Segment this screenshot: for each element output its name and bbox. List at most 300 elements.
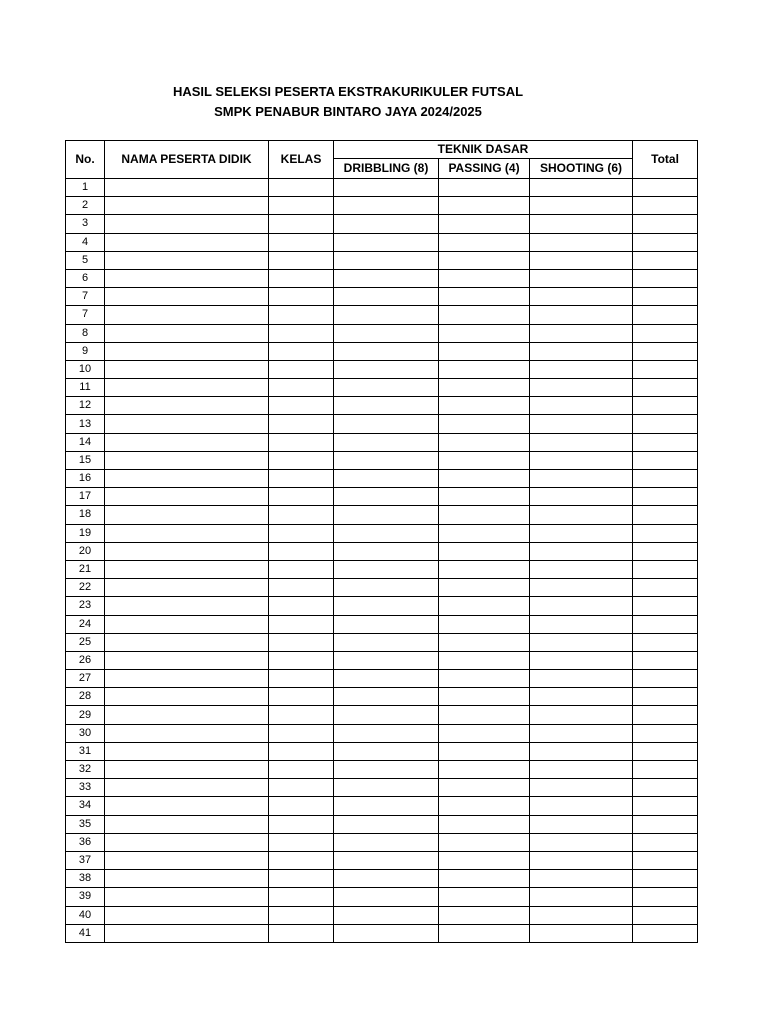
cell-total[interactable]	[633, 851, 698, 869]
cell-dribbling[interactable]	[334, 706, 439, 724]
cell-nama[interactable]	[105, 833, 269, 851]
cell-total[interactable]	[633, 797, 698, 815]
cell-nama[interactable]	[105, 615, 269, 633]
cell-kelas[interactable]	[269, 633, 334, 651]
cell-dribbling[interactable]	[334, 924, 439, 942]
cell-passing[interactable]	[439, 651, 530, 669]
cell-nama[interactable]	[105, 360, 269, 378]
table-row	[66, 615, 698, 633]
cell-kelas[interactable]	[269, 179, 334, 197]
cell-dribbling[interactable]	[334, 724, 439, 742]
cell-shooting[interactable]	[530, 888, 633, 906]
cell-passing[interactable]	[439, 742, 530, 760]
cell-nama[interactable]	[105, 542, 269, 560]
cell-kelas[interactable]	[269, 542, 334, 560]
cell-shooting[interactable]	[530, 197, 633, 215]
cell-kelas[interactable]	[269, 506, 334, 524]
cell-passing[interactable]	[439, 488, 530, 506]
cell-total[interactable]	[633, 906, 698, 924]
cell-passing[interactable]	[439, 233, 530, 251]
header-passing: PASSING (4)	[439, 159, 530, 179]
cell-dribbling[interactable]	[334, 597, 439, 615]
table-row	[66, 633, 698, 651]
table-row	[66, 560, 698, 578]
cell-nama[interactable]	[105, 506, 269, 524]
cell-kelas[interactable]	[269, 706, 334, 724]
cell-kelas[interactable]	[269, 324, 334, 342]
cell-passing[interactable]	[439, 797, 530, 815]
cell-shooting[interactable]	[530, 615, 633, 633]
table-row	[66, 742, 698, 760]
table-row	[66, 815, 698, 833]
cell-dribbling[interactable]	[334, 888, 439, 906]
cell-passing[interactable]	[439, 360, 530, 378]
cell-kelas[interactable]	[269, 888, 334, 906]
row-number: 18	[66, 506, 105, 524]
cell-nama[interactable]	[105, 906, 269, 924]
cell-kelas[interactable]	[269, 688, 334, 706]
cell-kelas[interactable]	[269, 269, 334, 287]
cell-kelas[interactable]	[269, 742, 334, 760]
cell-kelas[interactable]	[269, 488, 334, 506]
cell-total[interactable]	[633, 924, 698, 942]
row-number: 5	[66, 251, 105, 269]
table-row	[66, 397, 698, 415]
cell-kelas[interactable]	[269, 306, 334, 324]
cell-nama[interactable]	[105, 670, 269, 688]
cell-dribbling[interactable]	[334, 306, 439, 324]
cell-dribbling[interactable]	[334, 488, 439, 506]
cell-dribbling[interactable]	[334, 179, 439, 197]
cell-dribbling[interactable]	[334, 215, 439, 233]
row-number: 1	[66, 179, 105, 197]
cell-shooting[interactable]	[530, 542, 633, 560]
cell-total[interactable]	[633, 706, 698, 724]
cell-shooting[interactable]	[530, 815, 633, 833]
cell-kelas[interactable]	[269, 615, 334, 633]
cell-shooting[interactable]	[530, 670, 633, 688]
cell-nama[interactable]	[105, 651, 269, 669]
cell-shooting[interactable]	[530, 488, 633, 506]
cell-shooting[interactable]	[530, 579, 633, 597]
cell-dribbling[interactable]	[334, 506, 439, 524]
cell-passing[interactable]	[439, 288, 530, 306]
cell-nama[interactable]	[105, 470, 269, 488]
cell-total[interactable]	[633, 833, 698, 851]
cell-kelas[interactable]	[269, 651, 334, 669]
table-row	[66, 215, 698, 233]
cell-dribbling[interactable]	[334, 742, 439, 760]
cell-shooting[interactable]	[530, 324, 633, 342]
cell-nama[interactable]	[105, 870, 269, 888]
cell-dribbling[interactable]	[334, 251, 439, 269]
cell-total[interactable]	[633, 251, 698, 269]
cell-total[interactable]	[633, 597, 698, 615]
cell-kelas[interactable]	[269, 870, 334, 888]
cell-dribbling[interactable]	[334, 288, 439, 306]
row-number: 3	[66, 215, 105, 233]
cell-passing[interactable]	[439, 179, 530, 197]
cell-nama[interactable]	[105, 815, 269, 833]
cell-kelas[interactable]	[269, 579, 334, 597]
cell-shooting[interactable]	[530, 560, 633, 578]
cell-nama[interactable]	[105, 924, 269, 942]
row-number: 23	[66, 597, 105, 615]
cell-shooting[interactable]	[530, 633, 633, 651]
row-number: 16	[66, 470, 105, 488]
cell-shooting[interactable]	[530, 924, 633, 942]
cell-nama[interactable]	[105, 797, 269, 815]
table-row	[66, 761, 698, 779]
cell-shooting[interactable]	[530, 342, 633, 360]
row-number: 39	[66, 888, 105, 906]
row-number: 38	[66, 870, 105, 888]
cell-nama[interactable]	[105, 288, 269, 306]
cell-total[interactable]	[633, 179, 698, 197]
cell-passing[interactable]	[439, 269, 530, 287]
cell-kelas[interactable]	[269, 288, 334, 306]
cell-dribbling[interactable]	[334, 833, 439, 851]
cell-kelas[interactable]	[269, 379, 334, 397]
cell-total[interactable]	[633, 288, 698, 306]
cell-shooting[interactable]	[530, 524, 633, 542]
cell-passing[interactable]	[439, 524, 530, 542]
table-row	[66, 924, 698, 942]
cell-total[interactable]	[633, 615, 698, 633]
cell-nama[interactable]	[105, 579, 269, 597]
row-number: 34	[66, 797, 105, 815]
cell-kelas[interactable]	[269, 906, 334, 924]
cell-shooting[interactable]	[530, 415, 633, 433]
cell-dribbling[interactable]	[334, 542, 439, 560]
cell-nama[interactable]	[105, 324, 269, 342]
cell-shooting[interactable]	[530, 906, 633, 924]
cell-nama[interactable]	[105, 233, 269, 251]
cell-total[interactable]	[633, 342, 698, 360]
header-nama-peserta: NAMA PESERTA DIDIK	[105, 141, 269, 179]
cell-shooting[interactable]	[530, 470, 633, 488]
cell-kelas[interactable]	[269, 470, 334, 488]
cell-passing[interactable]	[439, 724, 530, 742]
cell-total[interactable]	[633, 415, 698, 433]
cell-nama[interactable]	[105, 706, 269, 724]
cell-passing[interactable]	[439, 579, 530, 597]
table-row	[66, 724, 698, 742]
row-number: 8	[66, 324, 105, 342]
cell-passing[interactable]	[439, 506, 530, 524]
cell-shooting[interactable]	[530, 215, 633, 233]
cell-dribbling[interactable]	[334, 233, 439, 251]
cell-dribbling[interactable]	[334, 851, 439, 869]
cell-nama[interactable]	[105, 251, 269, 269]
table-row	[66, 360, 698, 378]
cell-nama[interactable]	[105, 397, 269, 415]
cell-total[interactable]	[633, 215, 698, 233]
cell-dribbling[interactable]	[334, 379, 439, 397]
table-row	[66, 269, 698, 287]
cell-nama[interactable]	[105, 779, 269, 797]
cell-shooting[interactable]	[530, 306, 633, 324]
table-row	[66, 342, 698, 360]
cell-dribbling[interactable]	[334, 433, 439, 451]
cell-passing[interactable]	[439, 433, 530, 451]
cell-passing[interactable]	[439, 615, 530, 633]
table-row	[66, 579, 698, 597]
cell-total[interactable]	[633, 888, 698, 906]
cell-kelas[interactable]	[269, 251, 334, 269]
cell-dribbling[interactable]	[334, 579, 439, 597]
cell-shooting[interactable]	[530, 379, 633, 397]
cell-kelas[interactable]	[269, 797, 334, 815]
cell-dribbling[interactable]	[334, 651, 439, 669]
cell-passing[interactable]	[439, 470, 530, 488]
cell-kelas[interactable]	[269, 233, 334, 251]
cell-dribbling[interactable]	[334, 815, 439, 833]
cell-dribbling[interactable]	[334, 633, 439, 651]
cell-dribbling[interactable]	[334, 906, 439, 924]
cell-shooting[interactable]	[530, 451, 633, 469]
cell-passing[interactable]	[439, 397, 530, 415]
cell-total[interactable]	[633, 470, 698, 488]
cell-passing[interactable]	[439, 251, 530, 269]
cell-nama[interactable]	[105, 451, 269, 469]
cell-dribbling[interactable]	[334, 360, 439, 378]
cell-passing[interactable]	[439, 924, 530, 942]
cell-nama[interactable]	[105, 560, 269, 578]
cell-total[interactable]	[633, 651, 698, 669]
header-total: Total	[633, 141, 698, 179]
document-subtitle: SMPK PENABUR BINTARO JAYA 2024/2025	[214, 104, 482, 119]
cell-dribbling[interactable]	[334, 415, 439, 433]
table-row	[66, 488, 698, 506]
cell-passing[interactable]	[439, 342, 530, 360]
cell-nama[interactable]	[105, 415, 269, 433]
cell-dribbling[interactable]	[334, 870, 439, 888]
cell-nama[interactable]	[105, 851, 269, 869]
cell-kelas[interactable]	[269, 415, 334, 433]
cell-nama[interactable]	[105, 379, 269, 397]
cell-shooting[interactable]	[530, 597, 633, 615]
cell-dribbling[interactable]	[334, 688, 439, 706]
cell-shooting[interactable]	[530, 269, 633, 287]
cell-total[interactable]	[633, 324, 698, 342]
cell-shooting[interactable]	[530, 724, 633, 742]
cell-total[interactable]	[633, 233, 698, 251]
cell-dribbling[interactable]	[334, 524, 439, 542]
table-row	[66, 433, 698, 451]
cell-total[interactable]	[633, 360, 698, 378]
cell-nama[interactable]	[105, 488, 269, 506]
cell-nama[interactable]	[105, 633, 269, 651]
table-row	[66, 415, 698, 433]
cell-kelas[interactable]	[269, 924, 334, 942]
cell-shooting[interactable]	[530, 506, 633, 524]
cell-passing[interactable]	[439, 688, 530, 706]
cell-kelas[interactable]	[269, 433, 334, 451]
cell-total[interactable]	[633, 870, 698, 888]
row-number: 15	[66, 451, 105, 469]
cell-nama[interactable]	[105, 688, 269, 706]
cell-kelas[interactable]	[269, 342, 334, 360]
cell-shooting[interactable]	[530, 779, 633, 797]
cell-nama[interactable]	[105, 597, 269, 615]
cell-shooting[interactable]	[530, 761, 633, 779]
cell-kelas[interactable]	[269, 833, 334, 851]
cell-passing[interactable]	[439, 306, 530, 324]
table-row	[66, 197, 698, 215]
table-row	[66, 906, 698, 924]
cell-shooting[interactable]	[530, 833, 633, 851]
cell-shooting[interactable]	[530, 433, 633, 451]
cell-total[interactable]	[633, 688, 698, 706]
cell-passing[interactable]	[439, 215, 530, 233]
cell-passing[interactable]	[439, 670, 530, 688]
cell-dribbling[interactable]	[334, 779, 439, 797]
cell-kelas[interactable]	[269, 597, 334, 615]
row-number: 41	[66, 924, 105, 942]
cell-shooting[interactable]	[530, 870, 633, 888]
cell-kelas[interactable]	[269, 215, 334, 233]
cell-kelas[interactable]	[269, 397, 334, 415]
cell-total[interactable]	[633, 724, 698, 742]
cell-passing[interactable]	[439, 815, 530, 833]
cell-kelas[interactable]	[269, 451, 334, 469]
cell-total[interactable]	[633, 524, 698, 542]
cell-total[interactable]	[633, 269, 698, 287]
cell-nama[interactable]	[105, 724, 269, 742]
cell-nama[interactable]	[105, 269, 269, 287]
cell-shooting[interactable]	[530, 251, 633, 269]
row-number: 32	[66, 761, 105, 779]
cell-kelas[interactable]	[269, 779, 334, 797]
cell-dribbling[interactable]	[334, 269, 439, 287]
cell-total[interactable]	[633, 379, 698, 397]
cell-passing[interactable]	[439, 324, 530, 342]
cell-nama[interactable]	[105, 433, 269, 451]
cell-shooting[interactable]	[530, 688, 633, 706]
cell-dribbling[interactable]	[334, 470, 439, 488]
cell-dribbling[interactable]	[334, 761, 439, 779]
cell-shooting[interactable]	[530, 706, 633, 724]
cell-shooting[interactable]	[530, 742, 633, 760]
cell-dribbling[interactable]	[334, 615, 439, 633]
table-row	[66, 888, 698, 906]
cell-passing[interactable]	[439, 451, 530, 469]
cell-total[interactable]	[633, 633, 698, 651]
row-number: 20	[66, 542, 105, 560]
cell-dribbling[interactable]	[334, 324, 439, 342]
cell-kelas[interactable]	[269, 524, 334, 542]
cell-total[interactable]	[633, 197, 698, 215]
cell-passing[interactable]	[439, 761, 530, 779]
row-number: 27	[66, 670, 105, 688]
cell-total[interactable]	[633, 542, 698, 560]
cell-passing[interactable]	[439, 542, 530, 560]
row-number: 6	[66, 269, 105, 287]
cell-passing[interactable]	[439, 851, 530, 869]
cell-passing[interactable]	[439, 870, 530, 888]
cell-shooting[interactable]	[530, 360, 633, 378]
row-number: 14	[66, 433, 105, 451]
cell-total[interactable]	[633, 815, 698, 833]
cell-shooting[interactable]	[530, 651, 633, 669]
row-number: 4	[66, 233, 105, 251]
cell-total[interactable]	[633, 560, 698, 578]
cell-nama[interactable]	[105, 888, 269, 906]
cell-passing[interactable]	[439, 833, 530, 851]
cell-nama[interactable]	[105, 215, 269, 233]
table-row	[66, 251, 698, 269]
cell-total[interactable]	[633, 579, 698, 597]
table-row	[66, 851, 698, 869]
cell-nama[interactable]	[105, 197, 269, 215]
cell-shooting[interactable]	[530, 397, 633, 415]
cell-passing[interactable]	[439, 197, 530, 215]
cell-dribbling[interactable]	[334, 797, 439, 815]
cell-kelas[interactable]	[269, 851, 334, 869]
cell-passing[interactable]	[439, 779, 530, 797]
cell-kelas[interactable]	[269, 360, 334, 378]
cell-total[interactable]	[633, 761, 698, 779]
cell-dribbling[interactable]	[334, 397, 439, 415]
cell-total[interactable]	[633, 488, 698, 506]
cell-passing[interactable]	[439, 888, 530, 906]
cell-dribbling[interactable]	[334, 342, 439, 360]
cell-shooting[interactable]	[530, 797, 633, 815]
cell-total[interactable]	[633, 670, 698, 688]
cell-dribbling[interactable]	[334, 560, 439, 578]
cell-shooting[interactable]	[530, 233, 633, 251]
cell-kelas[interactable]	[269, 761, 334, 779]
cell-total[interactable]	[633, 397, 698, 415]
cell-total[interactable]	[633, 779, 698, 797]
cell-nama[interactable]	[105, 306, 269, 324]
cell-shooting[interactable]	[530, 179, 633, 197]
row-number: 30	[66, 724, 105, 742]
cell-passing[interactable]	[439, 633, 530, 651]
cell-nama[interactable]	[105, 761, 269, 779]
cell-total[interactable]	[633, 506, 698, 524]
cell-total[interactable]	[633, 451, 698, 469]
cell-nama[interactable]	[105, 742, 269, 760]
cell-total[interactable]	[633, 433, 698, 451]
cell-nama[interactable]	[105, 342, 269, 360]
cell-dribbling[interactable]	[334, 451, 439, 469]
cell-nama[interactable]	[105, 524, 269, 542]
cell-dribbling[interactable]	[334, 197, 439, 215]
table-row	[66, 670, 698, 688]
cell-shooting[interactable]	[530, 288, 633, 306]
cell-passing[interactable]	[439, 597, 530, 615]
cell-kelas[interactable]	[269, 560, 334, 578]
cell-shooting[interactable]	[530, 851, 633, 869]
cell-passing[interactable]	[439, 906, 530, 924]
cell-nama[interactable]	[105, 179, 269, 197]
cell-total[interactable]	[633, 742, 698, 760]
cell-kelas[interactable]	[269, 724, 334, 742]
row-number: 37	[66, 851, 105, 869]
table-row	[66, 233, 698, 251]
cell-total[interactable]	[633, 306, 698, 324]
cell-passing[interactable]	[439, 706, 530, 724]
cell-kelas[interactable]	[269, 815, 334, 833]
cell-dribbling[interactable]	[334, 670, 439, 688]
cell-passing[interactable]	[439, 560, 530, 578]
cell-passing[interactable]	[439, 415, 530, 433]
cell-passing[interactable]	[439, 379, 530, 397]
cell-kelas[interactable]	[269, 670, 334, 688]
cell-kelas[interactable]	[269, 197, 334, 215]
